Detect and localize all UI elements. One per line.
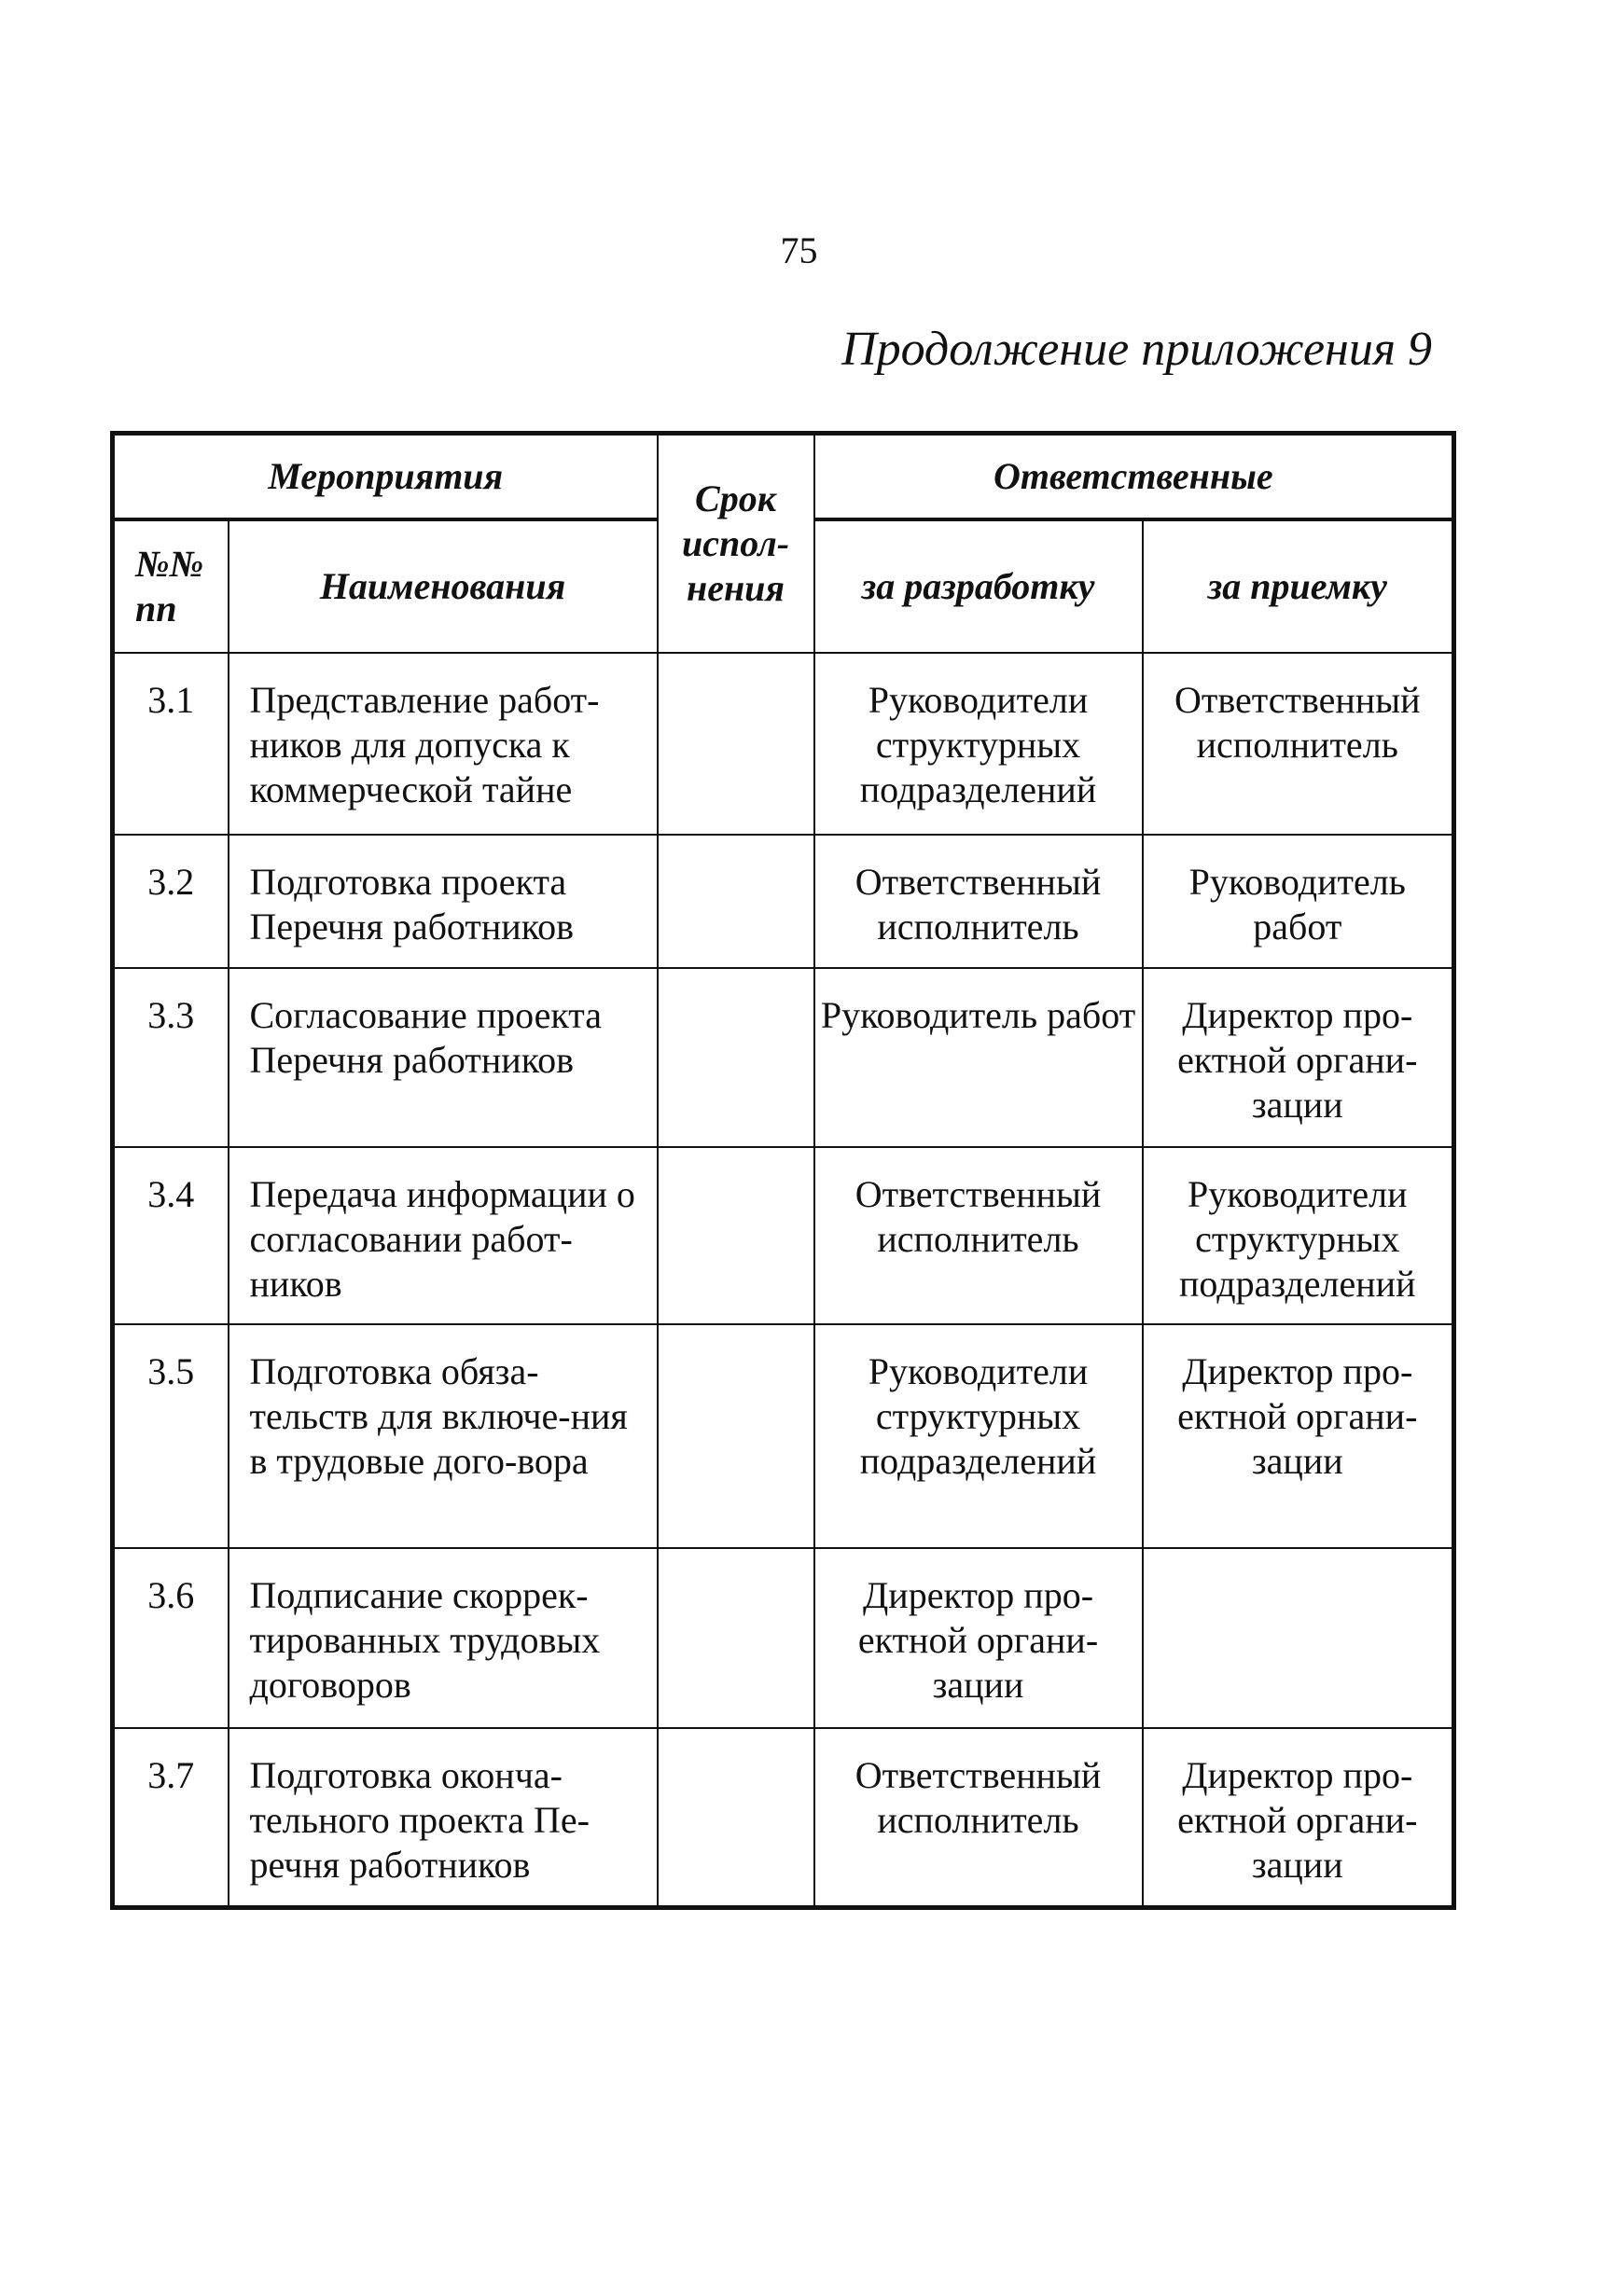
row-development: Ответственный исполнитель bbox=[814, 1728, 1143, 1907]
header-name: Наименования bbox=[229, 519, 658, 653]
row-number: 3.3 bbox=[113, 968, 229, 1147]
row-name: Подписание скоррек-тированных трудовых договоров bbox=[229, 1548, 658, 1728]
table-row bbox=[113, 1728, 1454, 1907]
row-name: Подготовка обяза-тельств для включе-ния в трудовые дого-вора bbox=[229, 1324, 658, 1548]
appendix-title: Продолжение приложения 9 bbox=[841, 323, 1432, 376]
row-deadline bbox=[658, 653, 814, 835]
measures-table bbox=[110, 431, 1456, 1910]
table-row bbox=[113, 1324, 1454, 1548]
header-num-text: №№ пп bbox=[135, 543, 204, 629]
row-development: Директор про-ектной органи-зации bbox=[814, 1548, 1143, 1728]
table-row bbox=[113, 835, 1454, 968]
table-row bbox=[113, 653, 1454, 835]
row-number: 3.2 bbox=[113, 835, 229, 968]
header-development: за разработку bbox=[814, 519, 1143, 653]
row-deadline bbox=[658, 835, 814, 968]
row-acceptance bbox=[1143, 1548, 1454, 1728]
row-development: Руководители структурных подразделений bbox=[814, 1324, 1143, 1548]
row-number: 3.4 bbox=[113, 1147, 229, 1324]
row-development: Ответственный исполнитель bbox=[814, 1147, 1143, 1324]
row-name: Передача информации о согласовании работ-ников bbox=[229, 1147, 658, 1324]
row-deadline bbox=[658, 1324, 814, 1548]
row-deadline bbox=[658, 1548, 814, 1728]
row-number: 3.6 bbox=[113, 1548, 229, 1728]
row-number: 3.7 bbox=[113, 1728, 229, 1907]
header-responsible: Ответственные bbox=[814, 434, 1454, 520]
table-row bbox=[113, 968, 1454, 1147]
table-row bbox=[113, 1147, 1454, 1324]
row-acceptance: Директор про-ектной органи-зации bbox=[1143, 1728, 1454, 1907]
row-name: Подготовка оконча-тельного проекта Пе-речня работников bbox=[229, 1728, 658, 1907]
row-development: Ответственный исполнитель bbox=[814, 835, 1143, 968]
page-number: 75 bbox=[780, 229, 818, 271]
row-name: Согласование проекта Перечня работников bbox=[229, 968, 658, 1147]
row-acceptance: Директор про-ектной органи-зации bbox=[1143, 968, 1454, 1147]
table-row bbox=[113, 1548, 1454, 1728]
row-deadline bbox=[658, 968, 814, 1147]
header-num bbox=[113, 519, 229, 653]
row-acceptance: Руководитель работ bbox=[1143, 835, 1454, 968]
header-deadline bbox=[658, 434, 814, 654]
header-measures: Мероприятия bbox=[113, 434, 658, 520]
row-acceptance: Руководители структурных подразделений bbox=[1143, 1147, 1454, 1324]
row-number: 3.5 bbox=[113, 1324, 229, 1548]
row-number: 3.1 bbox=[113, 653, 229, 835]
row-deadline bbox=[658, 1147, 814, 1324]
row-name: Представление работ-ников для допуска к коммерческой тайне bbox=[229, 653, 658, 835]
header-deadline-text: Срок испол-нения bbox=[681, 477, 790, 609]
row-development: Руководители структурных подразделений bbox=[814, 653, 1143, 835]
row-acceptance: Директор про-ектной органи-зации bbox=[1143, 1324, 1454, 1548]
row-name: Подготовка проекта Перечня работников bbox=[229, 835, 658, 968]
row-development: Руководитель работ bbox=[814, 968, 1143, 1147]
row-acceptance: Ответственный исполнитель bbox=[1143, 653, 1454, 835]
row-deadline bbox=[658, 1728, 814, 1907]
header-acceptance: за приемку bbox=[1143, 519, 1454, 653]
